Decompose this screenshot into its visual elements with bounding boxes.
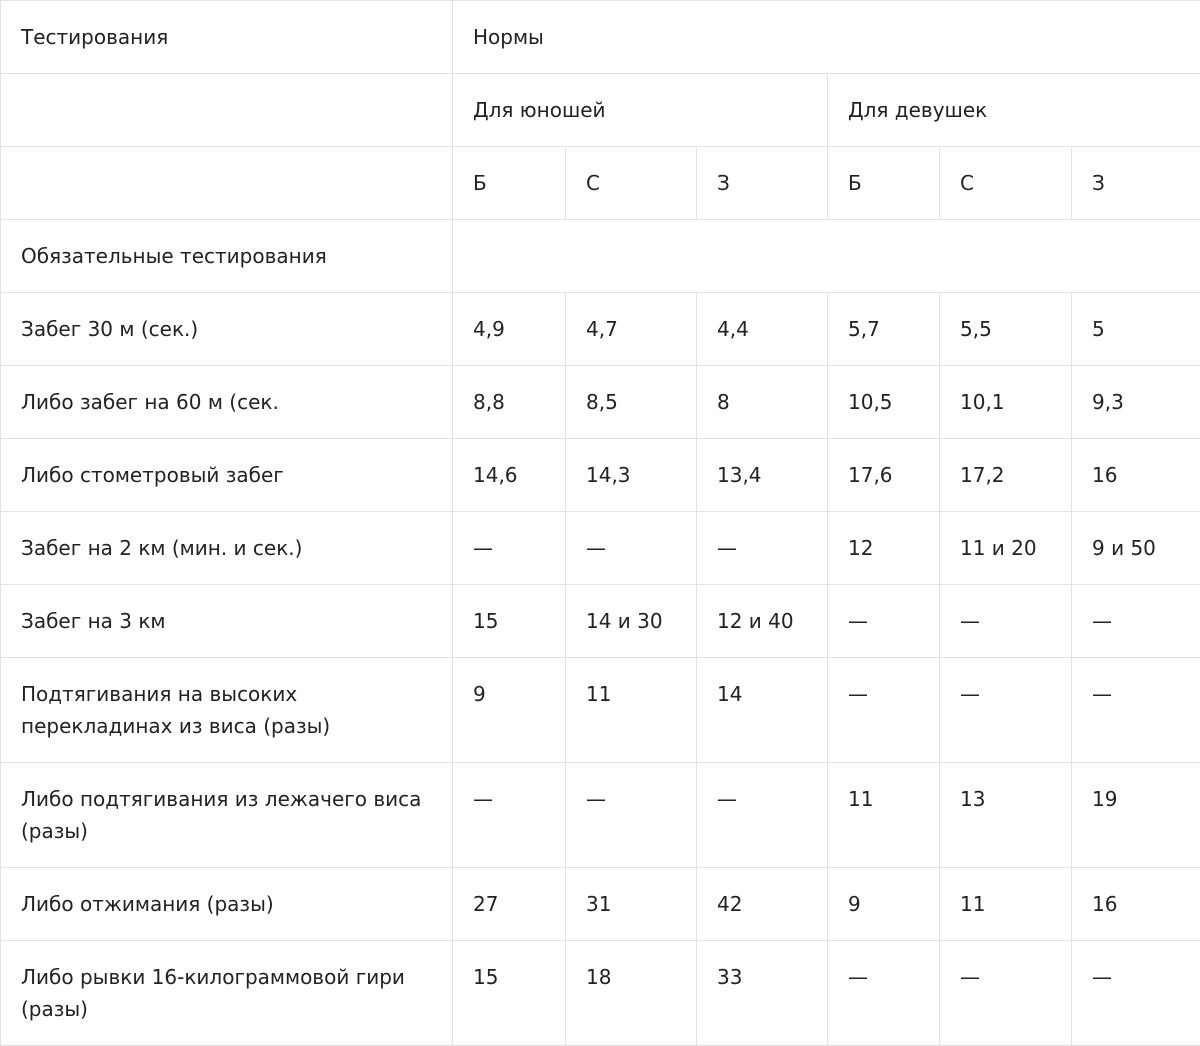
grade-cell: З bbox=[1072, 147, 1200, 220]
value-cell: 12 и 40 bbox=[697, 585, 828, 658]
value-cell: 8 bbox=[697, 366, 828, 439]
value-cell: 9 bbox=[453, 658, 566, 763]
value-cell: 42 bbox=[697, 868, 828, 941]
value-cell: 14,6 bbox=[453, 439, 566, 512]
table-row bbox=[1, 941, 1200, 1046]
header-row-grades bbox=[1, 147, 1200, 220]
value-cell: 33 bbox=[697, 941, 828, 1046]
value-cell: — bbox=[828, 658, 940, 763]
header-row-main bbox=[1, 1, 1200, 74]
table-row bbox=[1, 763, 1200, 868]
value-cell: 17,2 bbox=[940, 439, 1072, 512]
section-row bbox=[1, 220, 1200, 293]
value-cell: 15 bbox=[453, 941, 566, 1046]
value-cell: 13,4 bbox=[697, 439, 828, 512]
value-cell: 14,3 bbox=[566, 439, 697, 512]
value-cell: 11 bbox=[566, 658, 697, 763]
value-cell: 11 и 20 bbox=[940, 512, 1072, 585]
value-cell: — bbox=[566, 763, 697, 868]
section-empty-cell bbox=[453, 220, 1200, 293]
test-name-cell: Либо стометровый забег bbox=[1, 439, 453, 512]
value-cell: 4,7 bbox=[566, 293, 697, 366]
value-cell: 16 bbox=[1072, 439, 1200, 512]
value-cell: 15 bbox=[453, 585, 566, 658]
table-row bbox=[1, 585, 1200, 658]
grade-cell: Б bbox=[453, 147, 566, 220]
value-cell: — bbox=[453, 512, 566, 585]
value-cell: — bbox=[1072, 941, 1200, 1046]
table-row bbox=[1, 439, 1200, 512]
header-boys-cell: Для юношей bbox=[453, 74, 828, 147]
table-row bbox=[1, 293, 1200, 366]
grade-cell: С bbox=[940, 147, 1072, 220]
value-cell: 8,5 bbox=[566, 366, 697, 439]
value-cell: — bbox=[453, 763, 566, 868]
value-cell: 4,4 bbox=[697, 293, 828, 366]
value-cell: — bbox=[940, 941, 1072, 1046]
table-row bbox=[1, 658, 1200, 763]
value-cell: 11 bbox=[828, 763, 940, 868]
value-cell: 5 bbox=[1072, 293, 1200, 366]
value-cell: 19 bbox=[1072, 763, 1200, 868]
value-cell: — bbox=[697, 763, 828, 868]
value-cell: 17,6 bbox=[828, 439, 940, 512]
value-cell: 13 bbox=[940, 763, 1072, 868]
value-cell: 9,3 bbox=[1072, 366, 1200, 439]
value-cell: — bbox=[940, 585, 1072, 658]
value-cell: 12 bbox=[828, 512, 940, 585]
grade-cell: С bbox=[566, 147, 697, 220]
value-cell: 16 bbox=[1072, 868, 1200, 941]
value-cell: — bbox=[828, 941, 940, 1046]
table-row bbox=[1, 512, 1200, 585]
test-name-cell: Забег 30 м (сек.) bbox=[1, 293, 453, 366]
value-cell: 11 bbox=[940, 868, 1072, 941]
value-cell: 27 bbox=[453, 868, 566, 941]
header-empty-cell bbox=[1, 74, 453, 147]
value-cell: 4,9 bbox=[453, 293, 566, 366]
value-cell: 31 bbox=[566, 868, 697, 941]
table-row bbox=[1, 366, 1200, 439]
header-row-gender bbox=[1, 74, 1200, 147]
test-name-cell: Забег на 3 км bbox=[1, 585, 453, 658]
header-girls-cell: Для девушек bbox=[828, 74, 1200, 147]
section-label-cell: Обязательные тестирования bbox=[1, 220, 453, 293]
value-cell: 9 bbox=[828, 868, 940, 941]
grade-cell: З bbox=[697, 147, 828, 220]
value-cell: 8,8 bbox=[453, 366, 566, 439]
test-name-cell: Либо подтягивания из лежачего виса (разы) bbox=[1, 763, 453, 868]
grade-cell: Б bbox=[828, 147, 940, 220]
test-name-cell: Забег на 2 км (мин. и сек.) bbox=[1, 512, 453, 585]
value-cell: — bbox=[828, 585, 940, 658]
value-cell: 5,7 bbox=[828, 293, 940, 366]
value-cell: 18 bbox=[566, 941, 697, 1046]
value-cell: — bbox=[1072, 658, 1200, 763]
test-name-cell: Подтягивания на высоких перекладинах из виса (разы) bbox=[1, 658, 453, 763]
table-row bbox=[1, 868, 1200, 941]
test-name-cell: Либо рывки 16-килограммовой гири (разы) bbox=[1, 941, 453, 1046]
value-cell: — bbox=[697, 512, 828, 585]
value-cell: 5,5 bbox=[940, 293, 1072, 366]
header-norms-cell: Нормы bbox=[453, 1, 1200, 74]
value-cell: 14 и 30 bbox=[566, 585, 697, 658]
value-cell: — bbox=[1072, 585, 1200, 658]
header-tests-cell: Тестирования bbox=[1, 1, 453, 74]
value-cell: 9 и 50 bbox=[1072, 512, 1200, 585]
value-cell: 10,5 bbox=[828, 366, 940, 439]
test-name-cell: Либо отжимания (разы) bbox=[1, 868, 453, 941]
value-cell: — bbox=[566, 512, 697, 585]
test-name-cell: Либо забег на 60 м (сек. bbox=[1, 366, 453, 439]
value-cell: 14 bbox=[697, 658, 828, 763]
value-cell: 10,1 bbox=[940, 366, 1072, 439]
header-empty-cell bbox=[1, 147, 453, 220]
value-cell: — bbox=[940, 658, 1072, 763]
